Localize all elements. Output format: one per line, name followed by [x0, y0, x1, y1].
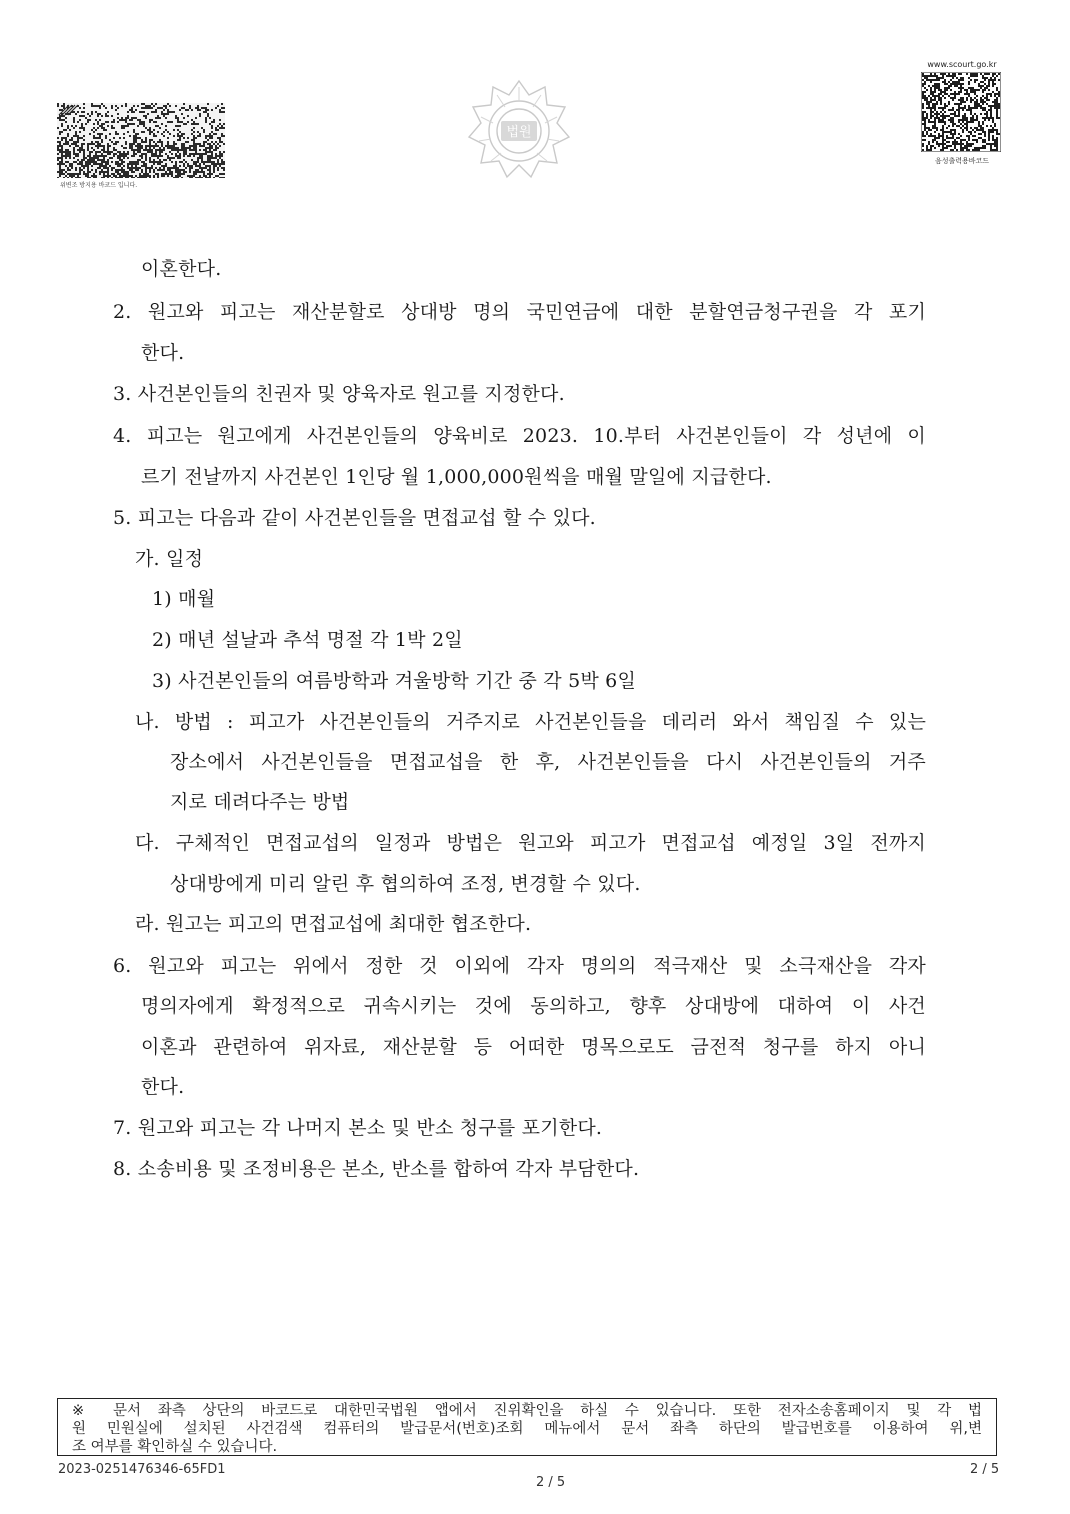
- court-url: www.scourt.go.kr: [927, 60, 997, 69]
- item-5-ga-2: 2) 매년 설날과 추석 명절 각 1박 2일: [152, 629, 463, 651]
- item-5-ga-3: 3) 사건본인들의 여름방학과 겨울방학 기간 중 각 5박 6일: [152, 670, 637, 692]
- audio-output-qr-code: [921, 72, 1001, 152]
- item-6-line-4: 한다.: [141, 1076, 185, 1098]
- anti-forgery-barcode: [57, 103, 225, 178]
- item-5-na-line-1: 나. 방법 : 피고가 사건본인들의 거주지로 사건본인들을 데리러 와서 책임질 수 있는: [135, 711, 926, 733]
- item-5-ra: 라. 원고는 피고의 면접교섭에 최대한 협조한다.: [135, 913, 532, 935]
- verification-notice: [57, 1398, 997, 1456]
- item-2-line-2: 한다.: [141, 342, 185, 364]
- item-5-na-line-3: 지로 데려다주는 방법: [170, 791, 350, 813]
- item-7: 7. 원고와 피고는 각 나머지 본소 및 반소 청구를 포기한다.: [113, 1117, 603, 1139]
- item-6-line-2: 명의자에게 확정적으로 귀속시키는 것에 동의하고, 향후 상대방에 대하여 이 사건: [141, 995, 926, 1017]
- page-number-center: 2 / 5: [536, 1475, 566, 1490]
- item-5: 5. 피고는 다음과 같이 사건본인들을 면접교섭 할 수 있다.: [113, 507, 596, 529]
- qr-caption: 음성출력용바코드: [934, 157, 990, 165]
- barcode-caption: 위변조 방지용 바코드 입니다.: [60, 182, 138, 189]
- item-5-da-line-2: 상대방에게 미리 알린 후 협의하여 조정, 변경할 수 있다.: [170, 873, 641, 895]
- notice-line: 원 민원실에 설치된 사건검색 컴퓨터의 발급문서(번호)조회 메뉴에서 문서 좌측 하단의 발급번호를 이용하여 위,변: [72, 1421, 982, 1437]
- item-2-line-1: 2. 원고와 피고는 재산분할로 상대방 명의 국민연금에 대한 분할연금청구권을 각 포기: [113, 301, 926, 323]
- seal-text: 법원: [506, 125, 532, 140]
- item-5-ga-1: 1) 매월: [152, 588, 216, 610]
- item-8: 8. 소송비용 및 조정비용은 본소, 반소를 합하여 각자 부담한다.: [113, 1158, 640, 1180]
- item-4-line-1: 4. 피고는 원고에게 사건본인들의 양육비로 2023. 10.부터 사건본인들이 각 성년에 이: [113, 425, 926, 447]
- text-line: 이혼한다.: [141, 258, 222, 280]
- item-6-line-3: 이혼과 관련하여 위자료, 재산분할 등 어떠한 명목으로도 금전적 청구를 하지 아니: [141, 1036, 926, 1058]
- item-5-ga: 가. 일정: [135, 548, 204, 570]
- item-5-na-line-2: 장소에서 사건본인들을 면접교섭을 한 후, 사건본인들을 다시 사건본인들의 거주: [170, 751, 926, 773]
- issue-number: 2023-0251476346-65FD1: [58, 1462, 226, 1477]
- notice-line: 조 여부를 확인하실 수 있습니다.: [72, 1439, 278, 1455]
- court-seal-logo: [467, 77, 571, 181]
- notice-line: ※ 문서 좌측 상단의 바코드로 대한민국법원 앱에서 진위확인을 하실 수 있습니다. 또한 전자소송홈페이지 및 각 법: [72, 1403, 982, 1419]
- page-number-right: 2 / 5: [970, 1462, 1000, 1477]
- item-3: 3. 사건본인들의 친권자 및 양육자로 원고를 지정한다.: [113, 383, 565, 405]
- item-4-line-2: 르기 전날까지 사건본인 1인당 월 1,000,000원씩을 매월 말일에 지급한다.: [141, 466, 772, 488]
- item-6-line-1: 6. 원고와 피고는 위에서 정한 것 이외에 각자 명의의 적극재산 및 소극재산을 각자: [113, 955, 926, 977]
- item-5-da-line-1: 다. 구체적인 면접교섭의 일정과 방법은 원고와 피고가 면접교섭 예정일 3일 전까지: [135, 832, 926, 854]
